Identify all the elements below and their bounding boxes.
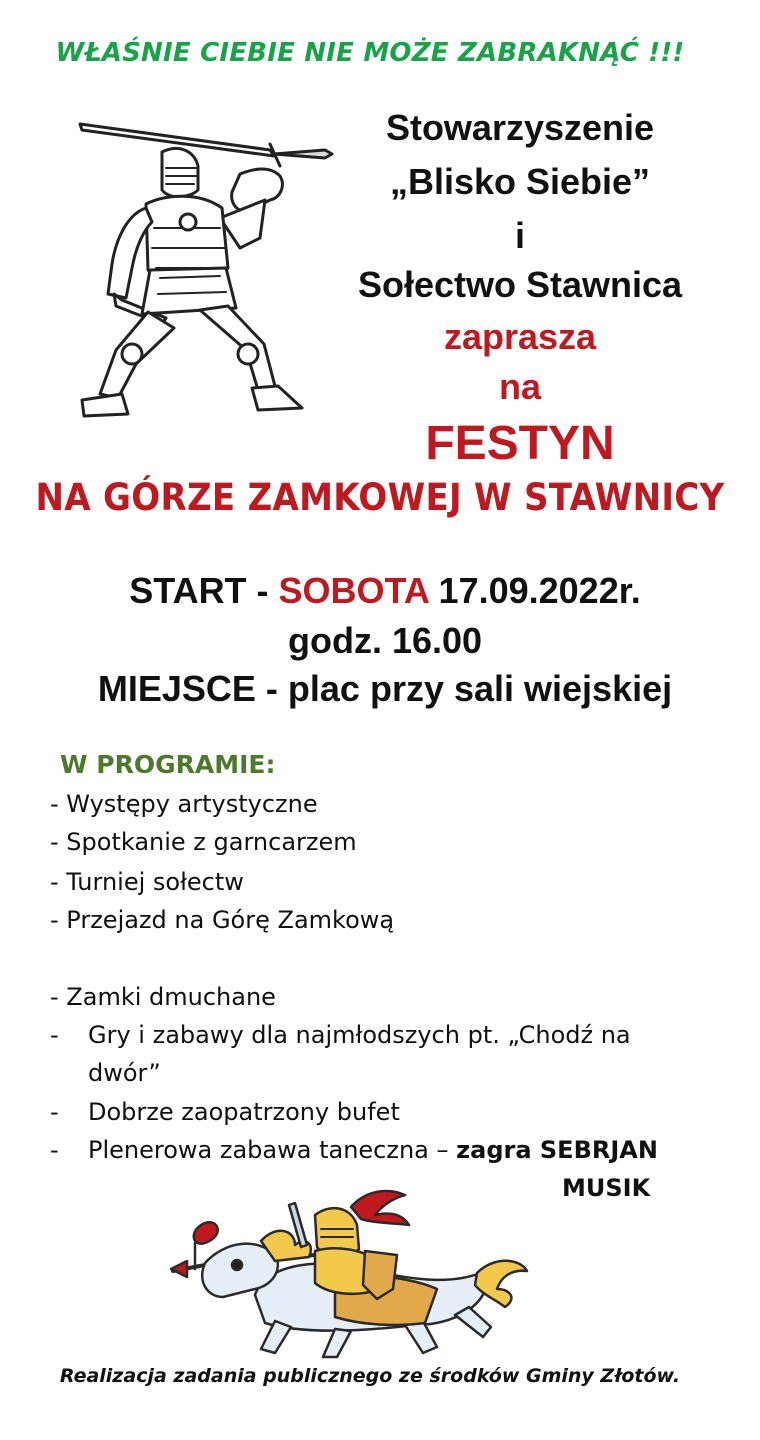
program-item: - Występy artystyczne	[50, 790, 318, 818]
event-title: FESTYN	[425, 417, 615, 470]
organizer-line-1: Stowarzyszenie	[385, 107, 655, 148]
program-item: - Zamki dmuchane	[50, 983, 276, 1011]
program-item-text: Plenerowa zabawa taneczna –	[88, 1136, 457, 1164]
program-item: - Turniej sołectw	[50, 868, 244, 896]
program-item-band: zagra SEBRJAN	[456, 1136, 658, 1164]
invite-word-1: zaprasza	[443, 316, 597, 357]
footer-note: Realizacja zadania publicznego ze środków Gminy Złotów.	[59, 1365, 681, 1387]
start-line	[0, 570, 760, 612]
program-item: Gry i zabawy dla najmłodszych pt. „Chodź na	[88, 1021, 631, 1049]
location-heading: NA GÓRZE ZAMKOWEJ W STAWNICY	[35, 476, 725, 519]
organizer-line-3: i	[514, 215, 525, 256]
place-line: MIEJSCE - plac przy sali wiejskiej	[97, 668, 673, 709]
tagline: WŁAŚNIE CIEBIE NIE MOŻE ZABRAKNĄĆ !!!	[55, 38, 685, 68]
start-label: START -	[129, 570, 279, 611]
program-item: - Spotkanie z garncarzem	[50, 828, 357, 856]
start-date: 17.09.2022r.	[428, 570, 641, 611]
program-item: Dobrze zaopatrzony bufet	[88, 1098, 400, 1126]
list-dash: -	[50, 1136, 59, 1164]
knight-on-horse-icon	[165, 1185, 535, 1360]
program-item	[88, 1136, 658, 1164]
start-day: SOBOTA	[278, 570, 429, 611]
program-item-continuation: dwór”	[88, 1059, 161, 1087]
program-item: - Przejazd na Górę Zamkową	[50, 906, 395, 934]
organizer-line-4: Sołectwo Stawnica	[357, 264, 683, 305]
organizer-line-2: „Blisko Siebie”	[389, 161, 651, 202]
time-line: godz. 16.00	[287, 620, 483, 661]
program-item-band-continuation: MUSIK	[562, 1174, 651, 1202]
list-dash: -	[50, 1021, 59, 1049]
program-title: W PROGRAMIE:	[60, 750, 276, 779]
list-dash: -	[50, 1098, 59, 1126]
invite-word-2: na	[498, 366, 541, 407]
